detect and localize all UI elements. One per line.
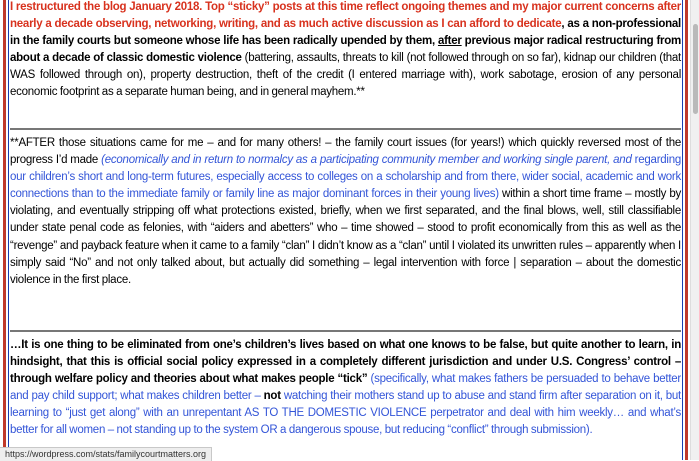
frame-border-right-inner: [682, 0, 683, 460]
intro-bold-text-2: previous major radical restructuring from about a decade of classic domestic violence: [10, 35, 682, 65]
status-bar-url: https://wordpress.com/stats/familycourtmatters.org: [0, 447, 212, 461]
after-underlined: after: [437, 35, 462, 48]
divider: [10, 128, 681, 130]
policy-blue-text: (specifically, what makes fathers be persuaded to behave better and pay child support; what makes children better –: [10, 373, 681, 403]
policy-blue-text-2: watching their mothers stand up to abuse and stand firm after separation on it, but learning to “just get along” with an unrepentant AS TO THE DOMESTIC VIOLENCE perpetrator and deal with him weekly… and what’s better for all women – not standing up to the system OR a dangerous spouse, but reducing “conflict” through submission).: [10, 390, 681, 437]
scrollbar-thumb[interactable]: [693, 24, 698, 114]
policy-bold-text: …It is one thing to be eliminated from one’s children’s lives based on what one knows to be false, but quite another to learn, in hindsight, that this is official social policy expressed in a completely different jurisdiction and under U.S. Congress’ control – through welfare policy and theories about what makes people “tick”: [10, 339, 681, 386]
after-blue-italic-text: (economically and in return to normalcy as a participating community member and working single parent, and: [101, 154, 632, 167]
frame-border-right: [685, 0, 688, 460]
frame-border-left-inner: [8, 0, 9, 460]
intro-red-text: I restructured the blog January 2018. Top “sticky” posts at this time reflect ongoing themes and my major current concerns after nearly a decade observing, networking, writing, and as much active discussion as I can afford to dedicate: [10, 1, 681, 31]
frame-border-left: [3, 0, 6, 460]
paragraph-intro: [10, 0, 681, 102]
divider: [10, 330, 681, 332]
intro-plain-text: (battering, assaults, threats to kill (not followed through on so far), kidnap our children (that WAS followed through on), property destruction, theft of the credit (I entered marriage with), work sabotage, erosion of any personal economic footprint as a separate human being, and in general mayhem.**: [10, 52, 682, 99]
after-lead-text: **AFTER those situations came for me – and for many others! – the family court issues (for years!) which quickly reversed most of the progress I’d made: [10, 137, 681, 167]
after-rest-text: within a short time frame – mostly by violating, and eventually stripping off what protections existed, briefly, when we first separated, and the final blows, well, still classifiable under state penal code as felonies, with “aiders and abetters” who – time showed – stood to profit economically from this as well as the “revenge” and payback feature when it came to a family “clan” I didn’t know as a “clan” until I violated its unwritten rules – apparently when I simply said “No” and not only talked about, but actually did something – legal intervention with force | separation – about the domestic violence in the first place.: [10, 188, 681, 286]
paragraph-after: [10, 135, 681, 289]
paragraph-policy: [10, 337, 681, 440]
vertical-scrollbar[interactable]: [690, 0, 699, 460]
intro-bold-text: , as a non-professional in the family courts but someone whose life has been radically upended by them,: [10, 18, 681, 48]
not-bold: not: [263, 390, 281, 403]
after-blue-text: regarding our children’s short and long-term futures, especially access to colleges on a scholarship and from there, wider social, academic and work connections than to the immediate family or family line as major dominant forces in their young lives): [10, 154, 682, 201]
